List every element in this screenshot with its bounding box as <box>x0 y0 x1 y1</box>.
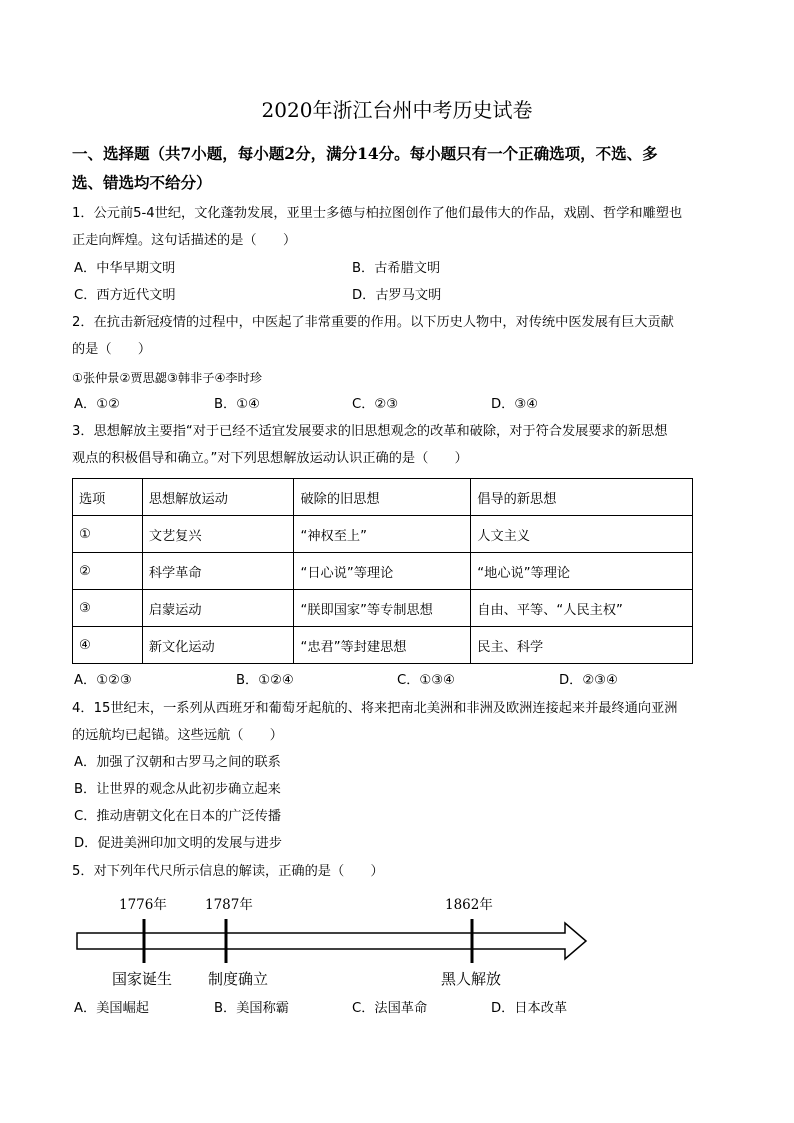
q2-choices-list: ①张仲景②贾思勰③韩非子④李时珍 <box>72 371 262 385</box>
q5-option-c: C．法国革命 <box>352 1001 428 1016</box>
q4-option-d: D．促进美洲印加文明的发展与进步 <box>74 836 282 851</box>
q5-option-d: D．日本改革 <box>491 1001 568 1016</box>
table-cell: 文艺复兴 <box>142 516 294 553</box>
table-cell: ④ <box>73 627 143 664</box>
timeline-arrow <box>77 923 586 959</box>
table-row <box>73 627 693 664</box>
header-cell-new-thought: 倡导的新思想 <box>471 479 693 516</box>
q4-stem-line2: 的远航均已起锚。这些远航（ ） <box>72 728 283 743</box>
table-cell: “地心说”等理论 <box>471 553 693 590</box>
table-row <box>73 590 693 627</box>
q3-option-b: B．①②④ <box>236 673 294 688</box>
q2-option-c: C．②③ <box>352 397 399 412</box>
q5-timeline <box>72 890 602 995</box>
table-cell: ② <box>73 553 143 590</box>
timeline-label-2: 制度确立 <box>208 970 269 988</box>
q2-option-a: A．①② <box>74 397 120 412</box>
table-cell: “朕即国家”等专制思想 <box>294 590 471 627</box>
table-cell: ③ <box>73 590 143 627</box>
q2-option-b: B．①④ <box>214 397 260 412</box>
table-header-row <box>73 479 693 516</box>
q4-option-a: A．加强了汉朝和古罗马之间的联系 <box>74 755 281 770</box>
header-cell-movement: 思想解放运动 <box>142 479 294 516</box>
table-cell: ① <box>73 516 143 553</box>
q1-option-b: B．古希腊文明 <box>352 261 441 276</box>
table-row <box>73 553 693 590</box>
table-cell: “神权至上” <box>294 516 471 553</box>
table-cell: 启蒙运动 <box>142 590 294 627</box>
q4-stem-line1: 4．15世纪末，一系列从西班牙和葡萄牙起航的、将来把南北美洲和非洲及欧洲连接起来并最终通向亚洲 <box>72 701 678 716</box>
q4-option-c: C．推动唐朝文化在日本的广泛传播 <box>74 809 282 824</box>
section-heading-line2: 选、错选均不给分） <box>72 173 212 192</box>
q1-stem-line2: 正走向辉煌。这句话描述的是（ ） <box>72 233 297 248</box>
q3-stem-line2: 观点的积极倡导和确立。”对下列思想解放运动认识正确的是（ ） <box>72 451 468 466</box>
q2-stem-line1: 2．在抗击新冠疫情的过程中，中医起了非常重要的作用。以下历史人物中，对传统中医发展有巨大贡献 <box>72 315 674 330</box>
q3-stem-line1: 3．思想解放主要指“对于已经不适宜发展要求的旧思想观念的改革和破除，对于符合发展要求的新思想 <box>72 424 668 439</box>
table-cell: 人文主义 <box>471 516 693 553</box>
page-title: 2020年浙江台州中考历史试卷 <box>261 98 533 122</box>
q3-table <box>72 478 693 664</box>
timeline-label-1: 国家诞生 <box>112 970 173 988</box>
table-cell: 科学革命 <box>142 553 294 590</box>
q3-option-d: D．②③④ <box>559 673 618 688</box>
q4-option-b: B．让世界的观念从此初步确立起来 <box>74 782 281 797</box>
header-cell-old-thought: 破除的旧思想 <box>294 479 471 516</box>
q5-option-b: B．美国称霸 <box>214 1001 289 1016</box>
table-cell: 自由、平等、“人民主权” <box>471 590 693 627</box>
q2-stem-line2: 的是（ ） <box>72 342 152 357</box>
timeline-year-1: 1776年 <box>119 897 167 913</box>
timeline-year-2: 1787年 <box>205 897 253 913</box>
q5-option-a: A．美国崛起 <box>74 1001 149 1016</box>
q1-option-d: D．古罗马文明 <box>352 288 442 303</box>
table-row <box>73 516 693 553</box>
timeline-label-3: 黑人解放 <box>441 970 502 988</box>
q1-stem-line1: 1．公元前5-4世纪，文化蓬勃发展，亚里士多德与柏拉图创作了他们最伟大的作品，戏剧、哲学和雕塑也 <box>72 206 683 221</box>
section-heading-line1: 一、选择题（共7小题，每小题2分，满分14分。每小题只有一个正确选项，不选、多 <box>72 144 658 163</box>
table-cell: “忠君”等封建思想 <box>294 627 471 664</box>
table-cell: 新文化运动 <box>142 627 294 664</box>
q1-option-a: A．中华早期文明 <box>74 261 176 276</box>
q1-option-c: C．西方近代文明 <box>74 288 176 303</box>
header-cell-option: 选项 <box>73 479 143 516</box>
q5-stem-line1: 5．对下列年代尺所示信息的解读，正确的是（ ） <box>72 864 384 879</box>
table-cell: 民主、科学 <box>471 627 693 664</box>
q2-option-d: D．③④ <box>491 397 538 412</box>
q3-option-a: A．①②③ <box>74 673 132 688</box>
table-cell: “日心说”等理论 <box>294 553 471 590</box>
q3-option-c: C．①③④ <box>397 673 455 688</box>
timeline-year-3: 1862年 <box>445 897 493 913</box>
